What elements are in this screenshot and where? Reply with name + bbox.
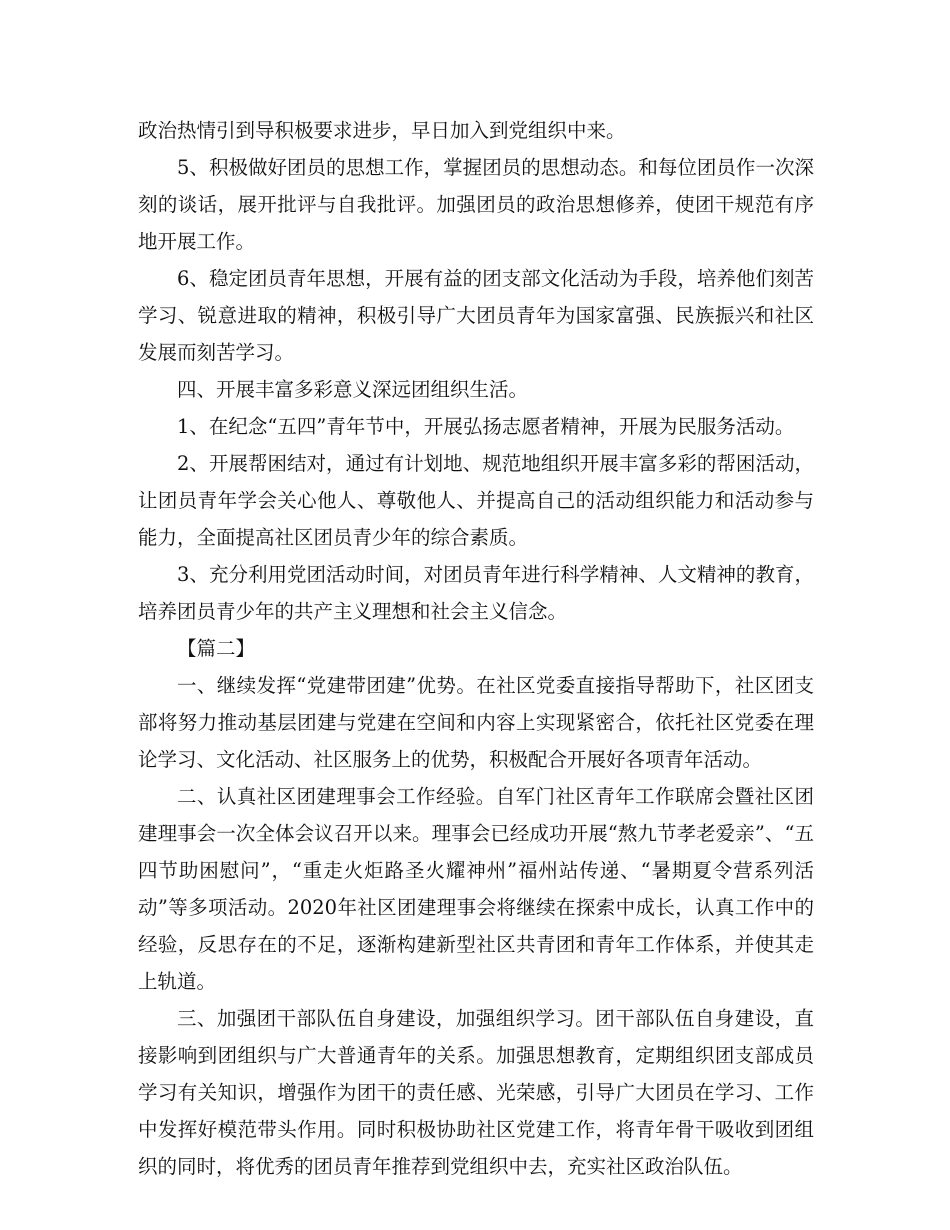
- paragraph-10: 二、认真社区团建理事会工作经验。自军门社区青年工作联席会暨社区团建理事会一次全体会议召开以来。理事会已经成功开展“熬九节孝老爱亲”、“五四节助困慰问”，“重走火炬路圣火耀神州”福州站传递、“暑期夏令营系列活动”等多项活动。2020年社区团建理事会将继续在探索中成长，认真工作中的经验，反思存在的不足，逐渐构建新型社区共青团和青年工作体系，并使其走上轨道。: [138, 785, 814, 993]
- paragraph-11: 三、加强团干部队伍自身建设，加强组织学习。团干部队伍自身建设，直接影响到团组织与广大普通青年的关系。加强思想教育，定期组织团支部成员学习有关知识，增强作为团干的责任感、光荣感，引导广大团员在学习、工作中发挥好模范带头作用。同时积极协助社区党建工作，将青年骨干吸收到团组织的同时，将优秀的团员青年推荐到党组织中去，充实社区政治队伍。: [138, 1007, 814, 1178]
- paragraph-1: 政治热情引到导积极要求进步，早日加入到党组织中来。: [138, 119, 626, 142]
- section-heading-4: 四、开展丰富多彩意义深远团组织生活。: [177, 378, 529, 401]
- paragraph-5: 1、在纪念“五四”青年节中，开展弘扬志愿者精神，开展为民服务活动。: [177, 415, 795, 438]
- part-two-heading: 【篇二】: [177, 637, 256, 660]
- paragraph-7: 3、充分利用党团活动时间，对团员青年进行科学精神、人文精神的教育，培养团员青少年的共产主义理想和社会主义信念。: [138, 563, 814, 623]
- paragraph-2: 5、积极做好团员的思想工作，掌握团员的思想动态。和每位团员作一次深刻的谈话，展开批评与自我批评。加强团员的政治思想修养，使团干规范有序地开展工作。: [138, 156, 814, 253]
- paragraph-9: 一、继续发挥“党建带团建”优势。在社区党委直接指导帮助下，社区团支部将努力推动基层团建与党建在空间和内容上实现紧密合，依托社区党委在理论学习、文化活动、社区服务上的优势，积极配合开展好各项青年活动。: [138, 674, 814, 771]
- paragraph-6: 2、开展帮困结对，通过有计划地、规范地组织开展丰富多彩的帮困活动，让团员青年学会关心他人、尊敬他人、并提高自己的活动组织能力和活动参与能力，全面提高社区团员青少年的综合素质。: [138, 452, 814, 549]
- document-body: [138, 112, 814, 1185]
- paragraph-3: 6、稳定团员青年思想，开展有益的团支部文化活动为手段，培养他们刻苦学习、锐意进取的精神，积极引导广大团员青年为国家富强、民族振兴和社区发展而刻苦学习。: [138, 267, 814, 364]
